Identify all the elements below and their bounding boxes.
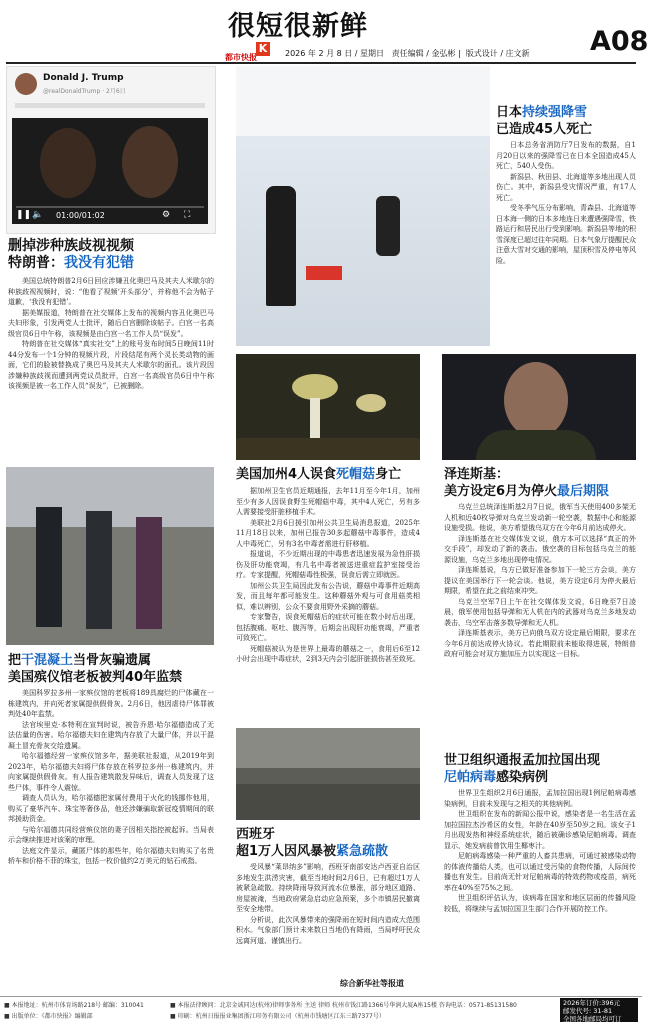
issue-date: 2026 年 2 月 8 日 / 星期日 (285, 49, 385, 58)
mortuary-title-d: 美国殡仪馆老板被判40年监禁 (8, 670, 183, 685)
face-image (40, 128, 96, 198)
spain-paragraph: 受风暴“莱昂纳多”影响，西班牙南部安达卢西亚自治区多地发生洪涝灾害，截至当地时间2月6日，已有超过1万人被紧急疏散。持续降雨导致河流水位暴涨，部分地区道路、房屋被淹，当地政府紧急启动应急预案，多个市镇居民撤离至安全地带。 (236, 863, 420, 913)
section-title: 很短很新鲜 (228, 11, 368, 42)
mortuary-paragraph: 调查人员认为，哈尔福德把家属付费用于火化的钱挪作他用，购买了豪华汽车、珠宝等奢侈品，他还涉嫌骗取新冠疫情期间的联邦援助资金。 (8, 794, 214, 823)
person-shoveling (266, 186, 296, 306)
person-figure (36, 507, 62, 627)
video-player (12, 118, 208, 224)
mushroom-title-highlight: 死帽菇 (336, 467, 376, 482)
footer-publisher: ■ 出版单位：《都市快报》编辑部 (4, 1013, 93, 1020)
video-time: 01:00/01:02 (56, 211, 105, 220)
mushroom-paragraph: 据加州卫生官员近期通报，去年11月至今年1月，加州至少有多人因误食野生死帽菇中毒，其中4人死亡，另有多人需要接受肝脏移植手术。 (236, 487, 420, 516)
person-walking (376, 196, 400, 256)
trump-headline (8, 238, 214, 272)
date-line: 2026 年 2 月 8 日 / 星期日 责任编辑 / 金弘彬 | 版式设计 / 庄文新 (285, 49, 530, 58)
trump-paragraph: 据美媒报道，特朗普在社交媒体上发布的视频内容丑化奥巴马夫妇形象，引发两党人士批评，随后白宫删除该帖子。白宫一名高级官员6日中午称，该视频是由白宫一名工作人员“误发”。 (8, 308, 214, 338)
editor-credit: 责任编辑 / 金弘彬 (391, 49, 456, 58)
nipah-title-c: 感染病例 (496, 770, 549, 785)
mortuary-paragraph: 与哈尔福德共同经营殡仪馆的妻子因相关指控被起诉。当局表示会继续推进对该案的审理。 (8, 825, 214, 844)
mushroom-paragraph: 专家警告，误食死帽菇后的症状可能在数小时后出现，包括腹痛、呕吐、腹泻等，后期会出现肝功能衰竭，严重者可致死亡。 (236, 613, 420, 642)
zelensky-headline (444, 466, 636, 500)
japan-body (496, 140, 636, 346)
zelensky-paragraph: 泽连斯基表示，美方已向俄乌双方设定最后期限，要求在今年6月前达成停火协议。若此期限前未能取得进展，特朗普政府可能会对双方施加压力以实现这一目标。 (444, 629, 636, 658)
post-user: Donald J. Trump (43, 73, 124, 83)
nipah-paragraph: 世卫组织在发布的新闻公报中说，感染者是一名生活在孟加拉国拉杰沙希区的女性，年龄在40岁至50岁之间。该女子1月出现发热和神经系统症状，随后被确诊感染尼帕病毒。调查显示，她发病前曾饮用生椰枣汁。 (444, 810, 636, 850)
page-number: A08 (590, 26, 648, 57)
japan-paragraph: 新潟县、秋田县、北海道等多地出现人员伤亡。其中，新潟县受灾情况严重，有17人死亡。 (496, 172, 636, 202)
face-image (504, 362, 568, 438)
settings-icon[interactable]: ⚙ (162, 210, 171, 220)
post-handle: @realDonaldTrump · 2月6日 (43, 88, 126, 95)
nipah-paragraph: 世界卫生组织2月6日通报，孟加拉国出现1例尼帕病毒感染病例，目前未发现与之相关的其他病例。 (444, 789, 636, 808)
japan-title-highlight: 持续强降雪 (522, 105, 588, 120)
zelensky-title-a: 泽连斯基： (444, 467, 510, 482)
courthouse-photo (6, 467, 214, 645)
spain-title-highlight: 紧急疏散 (336, 844, 389, 859)
mushroom-paragraph: 美联社2月6日援引加州公共卫生局消息报道，2025年11月18日以来，加州已报告30多起蘑菇中毒事件，造成4人中毒死亡，另有3名中毒者需进行肝移植。 (236, 518, 420, 548)
person-figure (86, 511, 112, 629)
zelensky-body (444, 502, 636, 740)
snow-photo (236, 66, 490, 346)
trump-paragraph: 特朗普在社交媒体“真实社交”上的账号发布时间5日晚间11时44分发布一个1分钟的视频片段，片段结尾有两个灵长类动物的画面，它们的脸被替换成了奥巴马及其夫人米歇尔的面孔。该片段因涉嫌种族歧视而遭到两党议员批评，白宫一名高级官员6日中午称该视频是被一名工作人员“误发”，已被删除。 (8, 340, 214, 390)
source-credit: 综合新华社等报道 (340, 979, 404, 988)
price-line: 2026年订价:396元 (563, 999, 621, 1007)
mushroom-title-a: 美国加州4人误食 (236, 467, 337, 482)
spain-headline (236, 826, 426, 860)
nipah-title-highlight: 尼帕病毒 (444, 770, 497, 785)
zelensky-paragraph: 泽连斯基在社交媒体发文说，俄方本可以选择“真正的外交手段”，却发动了新的袭击。俄空袭的目标包括乌克兰的能源设施，乌克兰多地出现停电情况。 (444, 534, 636, 564)
mortuary-title-c: 当骨灰骗遗属 (73, 653, 152, 668)
avatar (15, 73, 37, 95)
zelensky-title-highlight: 最后期限 (557, 484, 610, 499)
footer-legal: ■ 本报法律顾问：北京金诚同达(杭州)律师事务所 主送 律师 杭州市钱江路1366号华润大厦A座15楼 咨询电话：0571-85131580 (170, 1002, 517, 1009)
post-text-line (15, 103, 205, 108)
nipah-headline (444, 752, 636, 786)
face-image (122, 126, 178, 198)
snow-roof (236, 66, 490, 136)
footer (0, 996, 642, 1025)
spain-title-a: 西班牙 (236, 827, 276, 842)
shirt (476, 430, 596, 460)
mushroom-headline (236, 466, 426, 483)
mortuary-body (8, 688, 214, 990)
trump-body (8, 276, 214, 460)
volume-icon[interactable]: 🔈 (32, 210, 44, 220)
mortuary-paragraph: 哈尔福德经营一家殡仪馆多年，据美联社报道，从2019年到2023年，哈尔福德夫妇将尸体存放在科罗拉多州一栋建筑内，并向家属提供假骨灰。有人报告建筑散发异味后，调查人员发现了这些尸体，事件令人震惊。 (8, 752, 214, 792)
footer-printer: ■ 印刷：杭州日报报业集团浙江印务有限公司（杭州市钱塘区江东三路7377号） (170, 1013, 385, 1020)
zelensky-title-b: 美方设定6月为停火 (444, 484, 558, 499)
mortuary-paragraph: 法官埃里克·本特利在宣判时说，被告乔恩·哈尔福德造成了无法估量的伤害。哈尔福德夫妇在建筑内存放了大量尸体，并以干混凝土冒充骨灰交给遗属。 (8, 720, 214, 750)
japan-title-c: 已造成45人死亡 (496, 122, 593, 137)
japan-paragraph: 日本总务省消防厅7日发布的数据，自1月20日以来的强降雪已在日本全国造成45人死亡，540人受伤。 (496, 141, 636, 170)
mushroom-body (236, 486, 420, 722)
forest-floor (236, 438, 420, 460)
paper-logo: K (256, 42, 270, 56)
japan-title-a: 日本 (496, 105, 523, 120)
mushroom-cap (292, 374, 338, 400)
flood-photo (236, 728, 420, 820)
buildings (236, 728, 420, 768)
person-figure (136, 517, 162, 629)
nipah-paragraph: 尼帕病毒感染一种严重的人畜共患病，可通过被感染动物的体液传播给人类，也可以通过受污染的食物传播，人际间传播也有发生。目前尚无针对尼帕病毒的特效药物或疫苗，病死率在40%至75%之间。 (444, 852, 636, 892)
japan-headline (496, 104, 636, 138)
price-box (560, 998, 638, 1022)
mushroom-paragraph: 死帽菇被认为是世界上最毒的蘑菇之一，食用后6至12小时会出现中毒症状，2到3天内会引起肝脏损伤甚至致死。 (236, 644, 420, 663)
flood-water (236, 784, 420, 820)
mushroom-photo (236, 354, 420, 460)
spain-body (236, 862, 420, 974)
mortuary-paragraph: 美国科罗拉多州一家殡仪馆的老板将189具腐烂的尸体藏在一栋建筑内，并向死者家属提供假骨灰。2月6日，他因虐待尸体罪被判处40年监禁。 (8, 689, 214, 718)
video-progress-track (16, 206, 204, 208)
trump-title-line1: 删掉涉种族歧视视频 (8, 238, 134, 254)
zelensky-paragraph: 乌克兰空军7日上午在社交媒体发文说，6日晚至7日凌晨，俄军使用包括导弹和无人机在内的武器对乌克兰多地发动袭击，乌空军击落多数导弹和无人机。 (444, 597, 636, 627)
designer-credit: 版式设计 / 庄文新 (465, 49, 530, 58)
zelensky-paragraph: 泽连斯基说，乌方已做好准备参加下一轮三方会谈，美方提议在美国举行下一轮会谈。他说，美方设定6月为停火最后期限，希望在此之前结束冲突。 (444, 566, 636, 595)
mushroom-paragraph: 报道说，不少近期出现的中毒患者迅速发展为急性肝损伤及肝功能衰竭，有几名中毒者被送进重症监护室接受治疗。专家提醒，死帽菇毒性极强，误食后需立即就医。 (236, 550, 420, 579)
mushroom-cap (356, 394, 386, 412)
nipah-body (444, 788, 636, 990)
mortuary-title-highlight: 干混凝土 (21, 653, 74, 668)
header-rule (6, 62, 636, 64)
trump-title-highlight: 我没有犯错 (64, 255, 134, 271)
pause-icon[interactable]: ❚❚ (16, 210, 32, 220)
spain-title-b: 超1万人因风暴被 (236, 844, 337, 859)
nipah-title-a: 世卫组织通报孟加拉国出现 (444, 753, 601, 768)
japan-paragraph: 受冬季气压分布影响，青森县、北海道等日本海一侧的日本多地连日来遭遇强降雪，铁路运行和居民出行受到影响。新潟县等地的积雪深度已超过往年同期。日本气象厅提醒民众注意大雪对交通的影响，屋顶积雪及停电等风险。 (496, 204, 636, 265)
fullscreen-icon[interactable]: ⛶ (184, 210, 191, 220)
trump-title-line2: 特朗普： (8, 255, 64, 271)
mushroom-title-c: 身亡 (375, 467, 402, 482)
spain-paragraph: 分析说，此次风暴带来的强降雨在短时间内造成大范围积水。气象部门预计未来数日当地仍有降雨，当局呼吁民众远离河道、谨慎出行。 (236, 915, 420, 945)
mortuary-title-a: 把 (8, 653, 22, 668)
mortuary-paragraph: 法庭文件显示，藏匿尸体的那些年，哈尔福德夫妇购买了名贵轿车和价格不菲的珠宝，包括一枚价值约2万美元的钻石戒指。 (8, 846, 214, 865)
zelensky-paragraph: 乌克兰总统泽连斯基2月7日说，俄军当天使用400多架无人机和近40枚导弹对乌克兰发动新一轮空袭，数据中心和能源设施受损。他说，美方希望俄乌双方在今年6月前达成停火。 (444, 503, 636, 532)
mushroom-paragraph: 加州公共卫生局因此发布公告说，蘑菇中毒事件近期高发，而且每年都可能发生。这种蘑菇外观与可食用菇类相似，难以辨别，公众不要食用野外采摘的蘑菇。 (236, 581, 420, 611)
nipah-paragraph: 世卫组织评估认为，该病毒在国家和地区层面的传播风险较低，将继续与孟加拉国卫生部门合作开展防控工作。 (444, 894, 636, 913)
footer-address: ■ 本报地址：杭州市体育场路218号 邮编：310041 (4, 1002, 144, 1009)
zelensky-photo (442, 354, 636, 460)
paper-name: 都市快报 (225, 53, 257, 62)
trump-paragraph: 美国总统特朗普2月6日回应涉嫌丑化奥巴马及其夫人米歇尔的种族歧视视频时，说：“他看了视频‘开头部分’，并称他不会为帖子道歉，‘我没有犯错’。 (8, 277, 214, 306)
snow-shovel (306, 266, 342, 280)
postal-code-line: 邮发代号: 31-81 (563, 1007, 613, 1015)
subscription-line: 全国各地邮局均可订 (563, 1015, 622, 1023)
mortuary-headline (8, 652, 214, 686)
